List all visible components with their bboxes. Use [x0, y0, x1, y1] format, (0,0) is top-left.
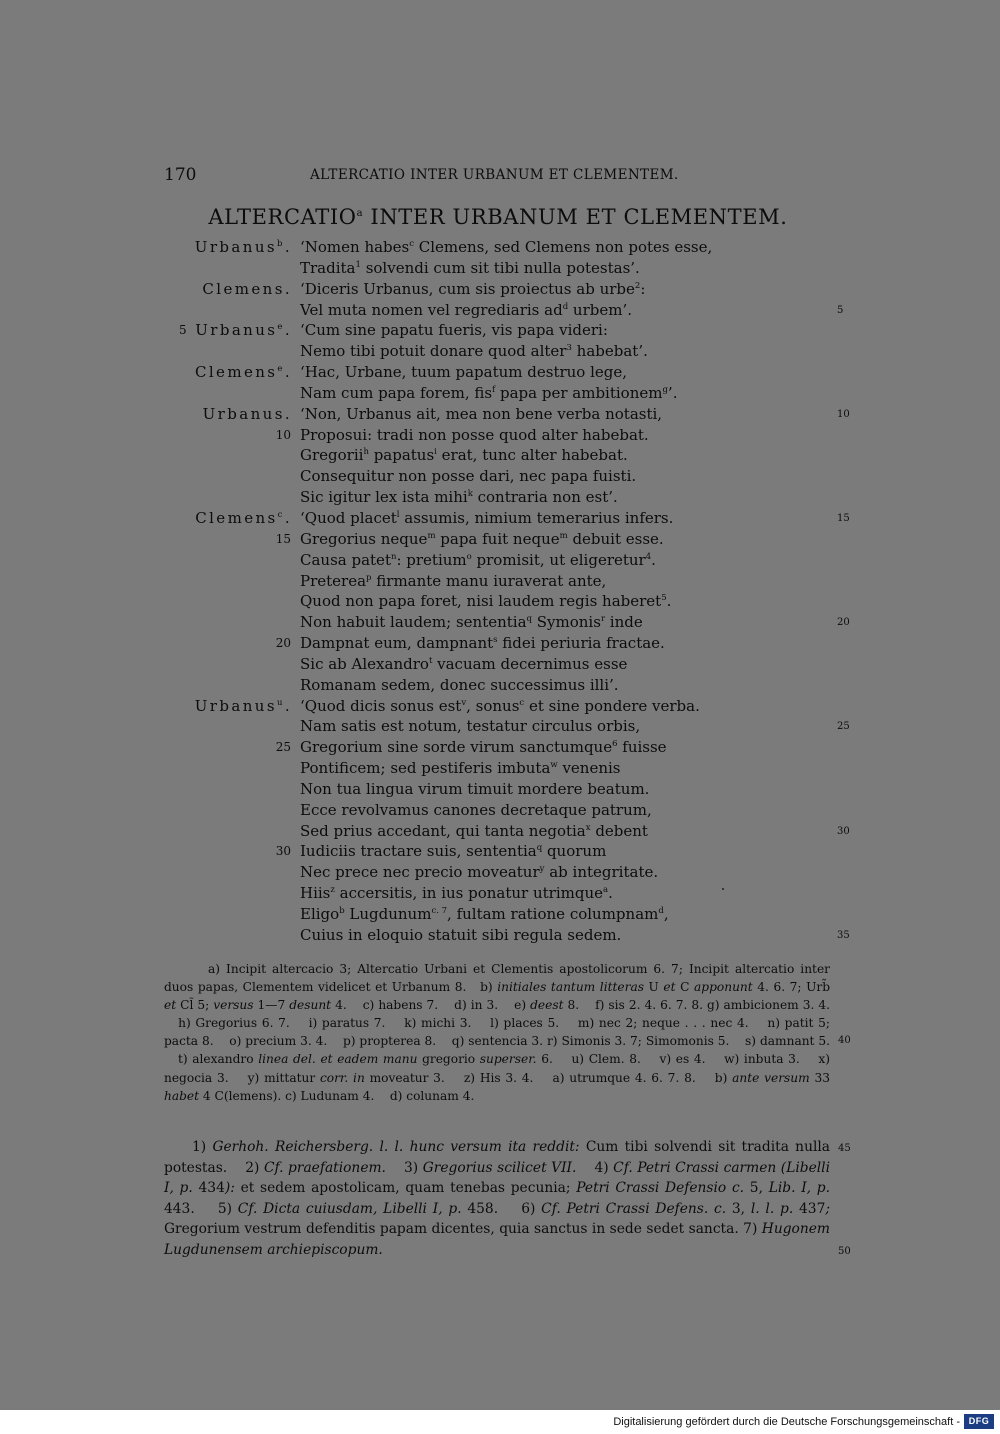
verse-line: [0, 676, 1000, 697]
verse-text: Quod non papa foret, nisi laudem regis haberet$^5$.: [300, 592, 672, 611]
verse-number: 25: [275, 740, 291, 755]
speaker-name: Urbanus.: [202, 404, 292, 423]
running-title: ALTERCATIO INTER URBANUM ET CLEMENTEM.: [310, 167, 679, 183]
speaker-name: Urbanus$^u$.: [194, 696, 292, 715]
verse-line: [0, 697, 1000, 718]
verse-line: [0, 613, 1000, 634]
verse-text: Vel muta nomen vel regrediaris $ad^d$ urbem’.: [300, 300, 632, 319]
verse-line: [0, 446, 1000, 467]
margin-line-number: 40: [838, 1035, 851, 1046]
critical-apparatus: [164, 960, 830, 1105]
margin-line-number: 30: [837, 825, 850, 837]
verse-line: [0, 280, 1000, 301]
verse-line: [0, 488, 1000, 509]
poem-text: [0, 238, 1000, 947]
verse-text: Non tua lingua virum timuit mordere beatum.: [300, 779, 650, 798]
speaker-name: Urbanus$^b$.: [194, 238, 292, 256]
verse-line: [0, 384, 1000, 405]
margin-line-number: 25: [837, 721, 850, 733]
verse-text: ‘Hac, Urbane, tuum papatum destruo lege,: [300, 363, 628, 382]
verse-text: Cuius in eloquio statuit sibi regula sedem.: [300, 925, 622, 944]
verse-number: 5: [179, 323, 187, 338]
verse-text: Pontificem; sed pestiferis imbuta$^w$ venenis: [300, 759, 621, 778]
verse-line: [0, 842, 1000, 863]
verse-line: [0, 822, 1000, 843]
verse-line: [0, 634, 1000, 655]
verse-text: Sed prius accedant, qui tanta negotia$^x$ debent: [300, 821, 648, 840]
verse-text: Ecce revolvamus canones decretaque patrum,: [300, 800, 652, 819]
verse-text: ‘Non, Urbanus ait, mea non bene verba notasti,: [300, 404, 663, 423]
verse-text: Non habuit laudem; sententia$^q$ Symonis$^r$ inde: [300, 613, 643, 632]
verse-text: Consequitur non posse dari, nec papa fuisti.: [300, 467, 637, 486]
verse-number: 20: [275, 636, 291, 651]
verse-line: [0, 572, 1000, 593]
verse-text: Hiis$^z$ accersitis, in ius ponatur utrimque$^a$.: [300, 884, 613, 903]
verse-line: [0, 426, 1000, 447]
verse-line: [0, 884, 1000, 905]
verse-text: Tradita$^1$ solvendi cum sit tibi nulla potestas’.: [300, 258, 640, 277]
verse-line: [0, 717, 1000, 738]
speaker-name: Clemens$^c$.: [195, 508, 292, 527]
verse-text: Iudiciis tractare suis, sententia$^q$ quorum: [300, 842, 607, 861]
verse-line: [0, 530, 1000, 551]
verse-text: Gregorium sine sorde virum sanctumque$^6$ fuisse: [300, 738, 667, 757]
margin-line-number: 20: [837, 617, 850, 629]
verse-text: Proposui: tradi non posse quod alter habebat.: [300, 425, 649, 444]
speaker-name: Clemens.: [202, 279, 292, 298]
verse-line: [0, 321, 1000, 342]
speaker-name: Urbanus$^e$.: [195, 321, 292, 340]
apparatus-text: a) Incipit altercacio 3; Altercatio Urbani et Clementis apostolicorum 6. 7; Incipit altercatio inter duos papas, Clementem videlicet et Urbanum 8. b) initiales tantum litteras U et C apponunt 4. 6. 7; Urb̃ et Cl̃ 5; versus 1—7 desunt 4. c) habens 7. d) in 3. e) deest 8. f) sis 2. 4. 6. 7. 8. g) ambicionem 3. 4. h) Gregorius 6. 7. i) paratus 7. k) michi 3. l) places 5. m) nec 2; neque . . . nec 4. n) patit 5; pacta 8. o) precium 3. 4. p) propterea 8. q) sentencia 3. r) Simonis 3. 7; Simomonis 5. s) damnant 5. t) alexandro linea del. et eadem manu gregorio superser. 6. u) Clem. 8. v) es 4. w) inbuta 3. x) negocia 3. y) mittatur corr. in moveatur 3. z) His 3. 4. a) utrumque 4. 6. 7. 8. b) ante versum 33 habet 4 C(lemens). c) Ludunam 4. d) colunam 4.: [164, 962, 830, 1103]
verse-text: Romanam sedem, donec successimus illi’.: [300, 675, 619, 694]
running-head: [164, 165, 836, 189]
verse-line: [0, 342, 1000, 363]
verse-text: Nemo tibi potuit donare quod alter$^3$ habebat’.: [300, 342, 648, 361]
margin-line-number: 15: [837, 512, 850, 524]
verse-line: [0, 863, 1000, 884]
funding-credit: Digitalisierung gefördert durch die Deutsche Forschungsgemeinschaft -: [613, 1416, 960, 1428]
verse-text: Nam satis est notum, testatur circulus orbis,: [300, 717, 641, 736]
verse-text: ‘Quod placet$^l$ assumis, nimium temerarius infers.: [300, 508, 674, 527]
main-title-text: ALTERCATIO: [208, 205, 357, 229]
verse-text: Dampnat eum, dampnant$^s$ fidei periuria fractae.: [300, 634, 665, 653]
verse-line: [0, 905, 1000, 926]
margin-line-number: 50: [838, 1246, 851, 1257]
verse-line: [0, 405, 1000, 426]
verse-line: [0, 551, 1000, 572]
verse-line: [0, 926, 1000, 947]
verse-line: [0, 759, 1000, 780]
verse-number: 30: [275, 844, 291, 859]
verse-line: [0, 780, 1000, 801]
verse-text: Nec prece nec precio moveatur$^y$ ab integritate.: [300, 863, 659, 882]
verse-line: [0, 238, 1000, 259]
verse-line: [0, 301, 1000, 322]
verse-number: 15: [275, 531, 291, 546]
verse-text: Causa patet$^n$: pretium$^o$ promisit, ut eligeretur$^4$.: [300, 550, 656, 569]
speck: [722, 888, 724, 890]
verse-text: Sic igitur lex ista mihi$^k$ contraria non est’.: [300, 488, 618, 507]
footnotes: [164, 1137, 830, 1260]
verse-text: ‘Cum sine papatu fueris, vis papa videri:: [300, 321, 608, 340]
verse-text: Sic ab Alexandro$^t$ vacuam decernimus esse: [300, 654, 628, 673]
margin-line-number: 35: [837, 929, 850, 941]
margin-line-number: 5: [837, 304, 844, 316]
main-title-rest: INTER URBANUM ET CLEMENTEM.: [370, 205, 788, 229]
verse-text: Preterea$^p$ firmante manu iuraverat ante,: [300, 571, 607, 590]
verse-line: [0, 738, 1000, 759]
verse-text: Eligo$^b$ Lugdunum$^{c. 7}$, fultam ratione columpnam$^d$,: [300, 905, 669, 923]
page-number: 170: [164, 165, 197, 185]
verse-line: [0, 509, 1000, 530]
verse-number: 10: [275, 427, 291, 442]
verse-line: [0, 467, 1000, 488]
verse-line: [0, 363, 1000, 384]
verse-line: [0, 801, 1000, 822]
verse-line: [0, 259, 1000, 280]
margin-line-number: 10: [837, 408, 850, 420]
verse-text: Nam cum papa forem, fis$^f$ papa per ambitionem$^g$’.: [300, 383, 678, 402]
main-title-footnote-mark: a: [356, 208, 364, 219]
dfg-logo: DFG: [964, 1414, 994, 1429]
footer-bar: [0, 1410, 1000, 1434]
verse-line: [0, 655, 1000, 676]
verse-line: [0, 592, 1000, 613]
verse-text: Gregorius neque$^m$ papa fuit neque$^m$ debuit esse.: [300, 529, 664, 548]
footnotes-text: 1) Gerhoh. Reichersberg. l. l. hunc versum ita reddit: Cum tibi solvendi sit tradita nulla potestas. 2) Cf. praefationem. 3) Gregorius scilicet VII. 4) Cf. Petri Crassi carmen (Libelli I, p. 434): et sedem apostolicam, quam tenebas pecunia; Petri Crassi Defensio c. 5, Lib. I, p. 443. 5) Cf. Dicta cuiusdam, Libelli I, p. 458. 6) Cf. Petri Crassi Defens. c. 3, l. l. p. 437; Gregorium vestrum defenditis papam dicentes, quia sanctus in sede sedet sancta. 7) Hugonem Lugdunensem archiepiscopum.: [164, 1139, 831, 1258]
verse-text: ‘Quod dicis sonus est$^v$, sonus$^c$ et sine pondere verba.: [300, 696, 700, 715]
speaker-name: Clemens$^e$.: [194, 363, 292, 382]
main-title: [0, 205, 1000, 229]
verse-text: Gregorii$^h$ papatus$^i$ erat, tunc alter habebat.: [300, 446, 628, 465]
margin-line-number: 45: [838, 1143, 851, 1154]
verse-text: ‘Nomen habes$^c$ Clemens, sed Clemens non potes esse,: [300, 238, 713, 256]
verse-text: ‘Diceris Urbanus, cum sis proiectus ab urbe$^2$:: [300, 279, 646, 298]
